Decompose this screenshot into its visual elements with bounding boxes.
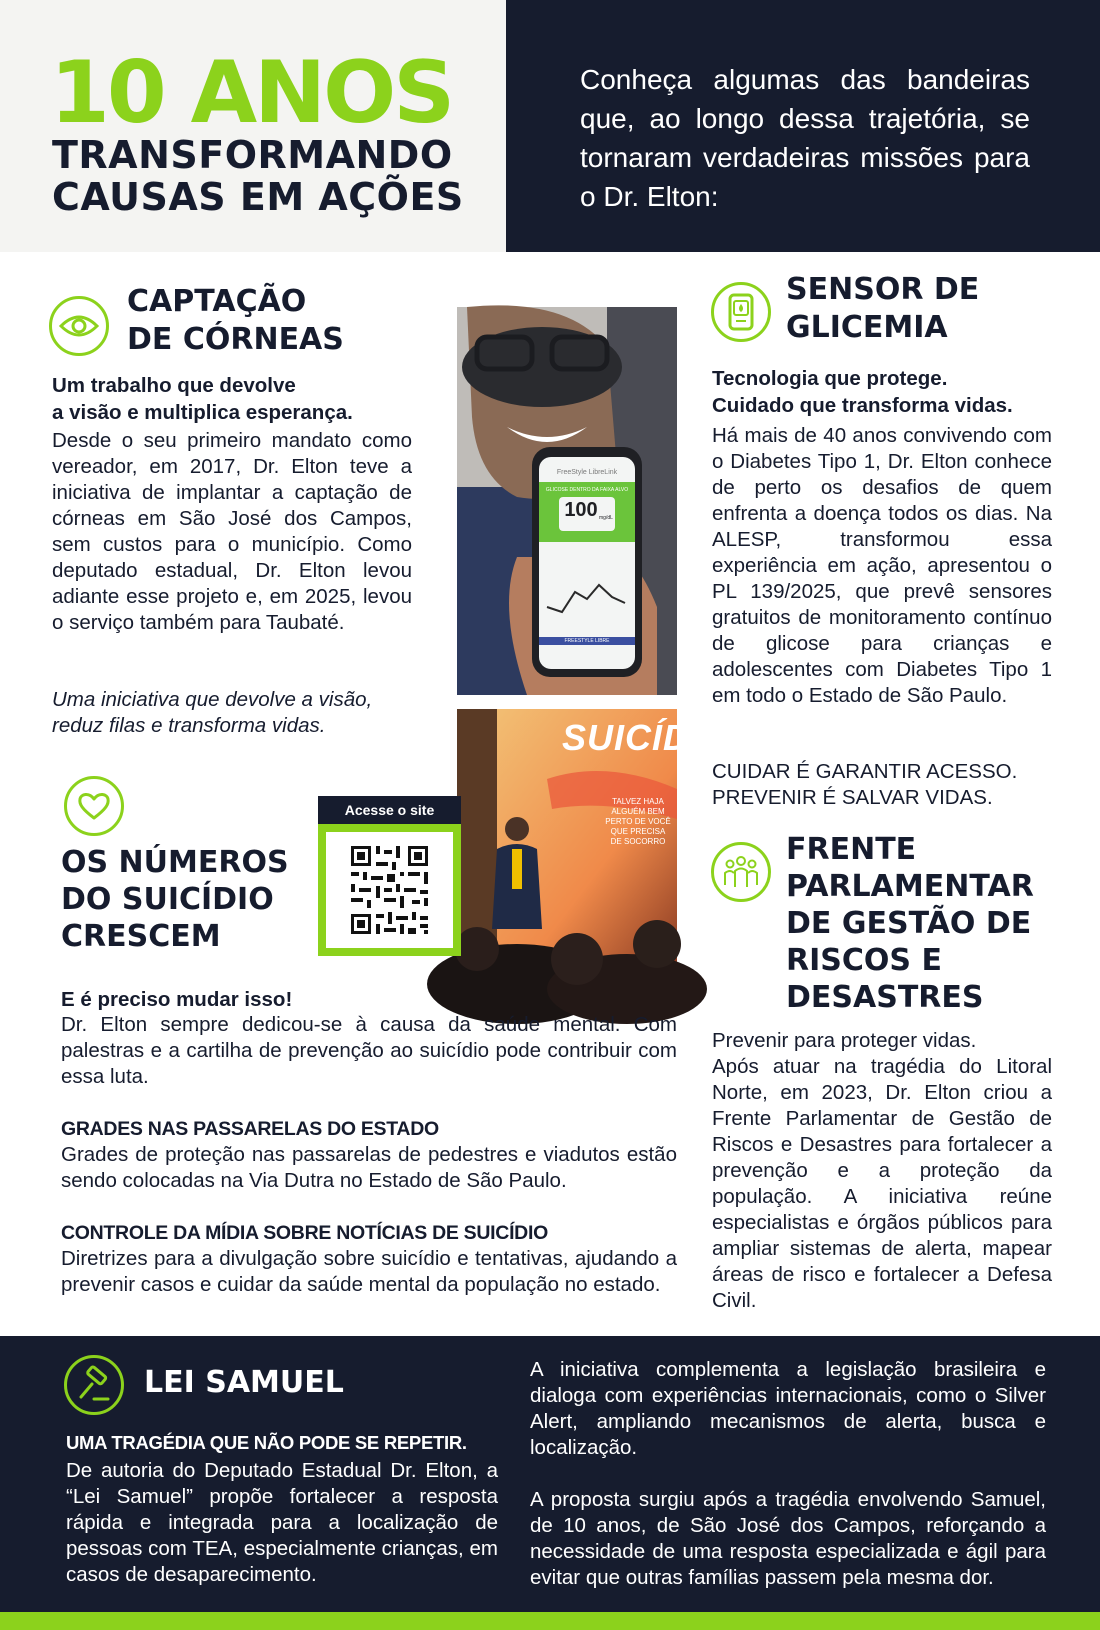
suicidio-lead: E é preciso mudar isso! (61, 988, 293, 1011)
intro-text: Conheça algumas das bandeiras que, ao longo dessa trajetória, se tornaram verdadeiras missões para o Dr. Elton: (580, 64, 1030, 212)
page-title-years: 10 ANOS (50, 43, 453, 143)
qr-frame (318, 824, 461, 956)
phone-screen-label: GLICOSE DENTRO DA FAIXA ALVO (545, 487, 629, 493)
frente-title-line-4: RISCOS E (786, 943, 942, 978)
lecture-screen-text: TALVEZ HAJA ALGUÉM BEM PERTO DE VOCÊ QUE PRECISA DE SOCORRO (605, 797, 671, 846)
photo-glucose-phone (457, 307, 677, 695)
glucose-sensor-icon (711, 282, 771, 342)
qr-code[interactable] (326, 832, 453, 948)
glicemia-title-line-2: GLICEMIA (786, 310, 948, 345)
lei-samuel-body: De autoria do Deputado Estadual Dr. Elton, a “Lei Samuel” propõe fortalecer a resposta rápida e integrada para a localização de pessoas com TEA, especialmente crianças, em casos de desaparecimento. (66, 1459, 498, 1586)
suicidio-title-line-2: DO SUICÍDIO (61, 882, 274, 917)
eye-icon (49, 296, 109, 356)
glicemia-title (786, 271, 979, 347)
photo-lecture (457, 709, 691, 997)
frente-title-line-2: PARLAMENTAR (786, 869, 1034, 904)
midia-title: CONTROLE DA MÍDIA SOBRE NOTÍCIAS DE SUICÍDIO (61, 1222, 548, 1244)
frente-title-line-5: DESASTRES (786, 980, 984, 1015)
qr-label: Acesse o site (344, 802, 435, 818)
glicemia-closing-line-1: CUIDAR É GARANTIR ACESSO. (712, 760, 1018, 783)
grades-title: GRADES NAS PASSARELAS DO ESTADO (61, 1118, 439, 1140)
qr-code-card[interactable] (318, 796, 461, 956)
frente-body: Após atuar na tragédia do Litoral Norte, em 2023, Dr. Elton criou a Frente Parlamentar de Gestão de Riscos e Desastres para fortalecer a prevenção e a proteção da população. A iniciativa reúne especialistas e órgãos públicos para ampliar sistemas de alerta, mapear áreas de risco e fortalecer a Defesa Civil. (712, 1055, 1052, 1312)
glicemia-lead-line-1: Tecnologia que protege. (712, 367, 948, 390)
subtitle-line-2: CAUSAS EM AÇÕES (52, 175, 464, 219)
phone-app-header: FreeStyle LibreLink (556, 469, 618, 476)
phone-brand: FREESTYLE LIBRE (564, 638, 610, 644)
heart-icon (64, 776, 124, 836)
glicemia-lead-line-2: Cuidado que transforma vidas. (712, 394, 1013, 417)
suicidio-title-line-3: CRESCEM (61, 919, 221, 954)
corneas-lead (52, 372, 422, 426)
lecture-screen-title: SUICÍD (562, 717, 691, 758)
corneas-closing: Uma iniciativa que devolve a visão, reduz filas e transforma vidas. (52, 688, 373, 737)
corneas-lead-line-1: Um trabalho que devolve (52, 374, 296, 397)
suicidio-title-line-1: OS NÚMEROS (61, 845, 289, 880)
corneas-lead-line-2: a visão e multiplica esperança. (52, 401, 353, 424)
corneas-body: Desde o seu primeiro mandato como vereador, em 2017, Dr. Elton teve a iniciativa de implantar a captação de córneas em São José dos Campos, sem custos para o município. Como deputado estadual, Dr. Elton levou adiante esse projeto e, em 2025, levou o serviço também para Taubaté. (52, 429, 412, 634)
glicemia-body: Há mais de 40 anos convivendo com o Diabetes Tipo 1, Dr. Elton conhece de perto os desafios de quem enfrenta a doença todos os dias. Na ALESP, transformou essa experiência em ação, apresentou o PL 139/2025, que prevê sensores gratuitos de monitoramento contínuo de glicose para crianças e adolescentes com Diabetes Tipo 1 em todo o Estado de São Paulo. (712, 424, 1052, 707)
phone-glucose-reading: 100 (564, 499, 598, 521)
corneas-title-line-1: CAPTAÇÃO (127, 284, 307, 319)
suicidio-body: Dr. Elton sempre dedicou-se à causa da saúde mental. Com palestras e a cartilha de prevenção ao suicídio pode contribuir com essa luta. (61, 1013, 677, 1088)
frente-title-line-1: FRENTE (786, 832, 917, 867)
midia-body: Diretrizes para a divulgação sobre suicídio e tentativas, ajudando a prevenir casos e cuidar da saúde mental da população no estado. (61, 1247, 677, 1296)
suicidio-title (61, 844, 289, 955)
grades-body: Grades de proteção nas passarelas de pedestres e viadutos estão sendo colocadas na Via Dutra no Estado de São Paulo. (61, 1143, 677, 1192)
glicemia-lead (712, 365, 1052, 419)
frente-title-line-3: DE GESTÃO DE (786, 906, 1032, 941)
lei-samuel-subtitle: UMA TRAGÉDIA QUE NÃO PODE SE REPETIR. (66, 1432, 467, 1453)
corneas-title (127, 283, 344, 359)
glicemia-closing (712, 759, 1052, 811)
page-subtitle (52, 134, 464, 218)
lei-samuel-right-p1: A iniciativa complementa a legislação brasileira e dialoga com experiências internacionais, como o Silver Alert, ampliando mecanismos de alerta, busca e localização. (530, 1358, 1046, 1459)
corneas-title-line-2: DE CÓRNEAS (127, 322, 344, 357)
lei-samuel-right-p2: A proposta surgiu após a tragédia envolvendo Samuel, de 10 anos, de São José dos Campos, reforçando a necessidade de uma resposta especializada e ágil para evitar que outras famílias passem pela mesma dor. (530, 1488, 1046, 1589)
subtitle-line-1: TRANSFORMANDO (52, 133, 453, 177)
bottom-accent-bar (0, 1612, 1100, 1630)
glicemia-title-line-1: SENSOR DE (786, 272, 980, 307)
frente-lead: Prevenir para proteger vidas. (712, 1029, 977, 1052)
frente-title (786, 831, 1034, 1016)
glicemia-closing-line-2: PREVENIR É SALVAR VIDAS. (712, 786, 993, 809)
lei-samuel-title: LEI SAMUEL (144, 1365, 344, 1400)
people-group-icon (711, 842, 771, 902)
gavel-icon (64, 1355, 124, 1415)
phone-glucose-unit: mg/dL (599, 515, 613, 521)
